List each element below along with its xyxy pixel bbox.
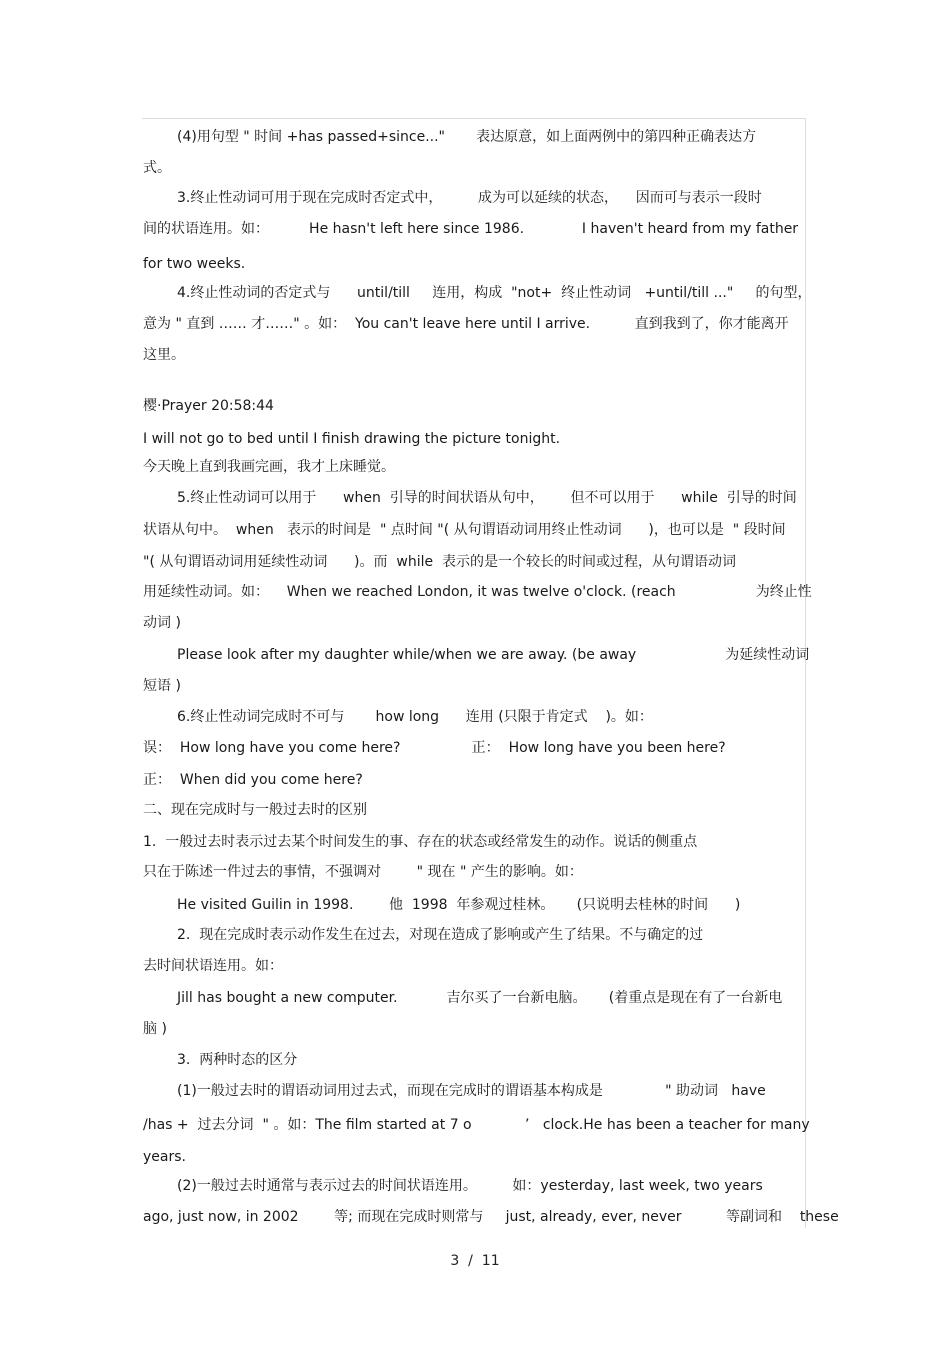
text-line: 3. 两种时态的区分 — [177, 1052, 298, 1068]
text-line: for two weeks. — [143, 256, 246, 272]
text-line: (2)一般过去时通常与表示过去的时间状语连用。 如：yesterday, last week, two years — [177, 1178, 763, 1194]
page-number: 3 / 11 — [450, 1253, 500, 1269]
text-line: 1. 一般过去时表示过去某个时间发生的事、存在的状态或经常发生的动作。说话的侧重点 — [143, 834, 698, 850]
text-line: 4.终止性动词的否定式与 until/till 连用，构成 "not+ 终止性动词 +until/till ..." 的句型， — [177, 285, 812, 301]
text-line: (1)一般过去时的谓语动词用过去式，而现在完成时的谓语基本构成是 " 助动词 have — [177, 1083, 766, 1099]
text-line: 脑 ) — [143, 1021, 167, 1037]
text-line: 3.终止性动词可用于现在完成时否定式中， 成为可以延续的状态， 因而可与表示一段时 — [177, 190, 762, 206]
text-line: 用延续性动词。如： When we reached London, it was twelve o'clock. (reach 为终止性 — [143, 584, 812, 600]
chat-sender-timestamp: 樱·Prayer 20:58:44 — [143, 398, 274, 414]
text-line: 动词 ) — [143, 615, 181, 631]
text-line: 意为 " 直到 …… 才……" 。如： You can't leave here until I arrive. 直到我到了，你才能离开 — [143, 316, 789, 332]
text-line: 误： How long have you come here? 正： How long have you been here? — [143, 740, 726, 756]
text-line: ago, just now, in 2002 等; 而现在完成时则常与 just, already, ever, never 等副词和 these — [143, 1209, 839, 1225]
text-line: (4)用句型 " 时间 +has passed+since..." 表达原意，如上面两例中的第四种正确表达方 — [177, 129, 757, 145]
text-line: Please look after my daughter while/when we are away. (be away 为延续性动词 — [177, 647, 810, 663]
text-line: 正： When did you come here? — [143, 772, 363, 788]
text-line: Jill has bought a new computer. 吉尔买了一台新电脑。 (着重点是现在有了一台新电 — [177, 990, 783, 1006]
text-line: 式。 — [143, 160, 171, 176]
section-heading: 二、现在完成时与一般过去时的区别 — [143, 802, 367, 818]
text-line: 6.终止性动词完成时不可与 how long 连用 (只限于肯定式 )。如： — [177, 709, 653, 725]
text-line: 短语 ) — [143, 678, 181, 694]
text-line: 间的状语连用。如： He hasn't left here since 1986. I haven't heard from my father — [143, 221, 799, 237]
text-line: 这里。 — [143, 347, 185, 363]
text-line: I will not go to bed until I finish drawing the picture tonight. — [143, 431, 561, 447]
text-line: 5.终止性动词可以用于 when 引导的时间状语从句中， 但不可以用于 while 引导的时间 — [177, 490, 797, 506]
text-line: 2. 现在完成时表示动作发生在过去，对现在造成了影响或产生了结果。不与确定的过 — [177, 927, 704, 943]
text-line: 今天晚上直到我画完画，我才上床睡觉。 — [143, 459, 395, 475]
text-line: "( 从句谓语动词用延续性动词 )。而 while 表示的是一个较长的时间或过程，从句谓语动词 — [143, 554, 737, 570]
text-line: He visited Guilin in 1998. 他 1998 年参观过桂林。 (只说明去桂林的时间 ) — [177, 897, 741, 913]
text-line: 去时间状语连用。如： — [143, 958, 283, 974]
text-line: 只在于陈述一件过去的事情，不强调对 " 现在 " 产生的影响。如： — [143, 864, 583, 880]
text-line: /has + 过去分词 " 。如：The film started at 7 o ’ clock.He has been a teacher for many — [143, 1117, 810, 1133]
text-line: years. — [143, 1149, 186, 1165]
text-line: 状语从句中。 when 表示的时间是 " 点时间 "( 从句谓语动词用终止性动词 )，也可以是 " 段时间 — [143, 522, 786, 538]
